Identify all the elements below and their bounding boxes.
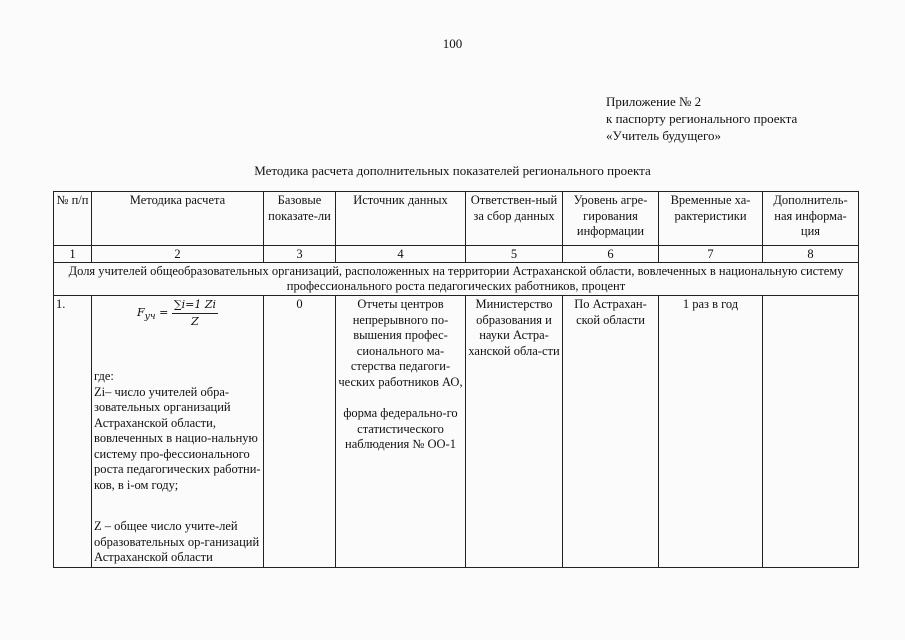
header-row — [54, 192, 859, 246]
column-number: 3 — [264, 246, 336, 263]
header-cell: Ответствен-ный за сбор данных — [466, 192, 563, 246]
aggregation-cell: По Астрахан-ской области — [563, 296, 659, 568]
table-row — [54, 296, 859, 568]
method-cell — [92, 296, 264, 568]
where-label: где: — [94, 369, 114, 383]
data-source-2: форма федерально-го статистического наблюдения № ОО-1 — [343, 406, 458, 451]
header-cell: № п/п — [54, 192, 92, 246]
column-number: 1 — [54, 246, 92, 263]
zi-description: Zi– число учителей обра-зовательных организаций Астраханской области, вовлеченных в нацио-нальную систему про-фессионального роста педагогических работни-ков, в i-ом году; — [94, 384, 261, 492]
column-number: 7 — [659, 246, 763, 263]
column-number: 8 — [763, 246, 859, 263]
header-cell: Уровень агре-гирования информации — [563, 192, 659, 246]
data-source-cell — [336, 296, 466, 568]
row-number: 1. — [54, 296, 92, 568]
formula-lhs-sub: уч — [144, 311, 156, 323]
methodology-table — [53, 191, 859, 568]
responsible-cell: Министерство образования и науки Астра-ханской обла-сти — [466, 296, 563, 568]
header-cell: Дополнитель-ная информа-ция — [763, 192, 859, 246]
appendix-line: «Учитель будущего» — [606, 128, 722, 143]
column-number: 6 — [563, 246, 659, 263]
section-title: Доля учителей общеобразовательных организаций, расположенных на территории Астраханской области, вовлеченных в национальную систему профессионального роста педагогических работников, процент — [54, 263, 859, 296]
header-cell: Временные ха-рактеристики — [659, 192, 763, 246]
formula-fraction — [172, 297, 218, 329]
column-number: 2 — [92, 246, 264, 263]
section-row — [54, 263, 859, 296]
column-number: 5 — [466, 246, 563, 263]
additional-cell — [763, 296, 859, 568]
header-cell: Базовые показате-ли — [264, 192, 336, 246]
timing-cell: 1 раз в год — [659, 296, 763, 568]
header-cell: Источник данных — [336, 192, 466, 246]
appendix-line: Приложение № 2 — [606, 94, 702, 109]
base-value: 0 — [264, 296, 336, 568]
appendix-block — [606, 93, 797, 144]
z-description: Z – общее число учите-лей образовательных ор-ганизаций Астраханской области — [94, 519, 260, 564]
formula: $F_{уч}$ = $\frac{\sum i=1 Zi}{Z}$ — [136, 298, 217, 328]
page-number: 100 — [442, 36, 463, 51]
column-number-row — [54, 246, 859, 263]
formula-numerator: ∑i=1 Zi — [172, 297, 218, 314]
header-cell: Методика расчета — [92, 192, 264, 246]
column-number: 4 — [336, 246, 466, 263]
appendix-line: к паспорту регионального проекта — [606, 111, 798, 126]
data-source-1: Отчеты центров непрерывного по-вышения профес-сионального ма-стерства педагоги-ческих работников АО, — [338, 297, 463, 389]
document-title: Методика расчета дополнительных показателей регионального проекта — [254, 163, 651, 178]
formula-lhs: F — [136, 306, 145, 319]
formula-denominator: Z — [191, 314, 199, 328]
